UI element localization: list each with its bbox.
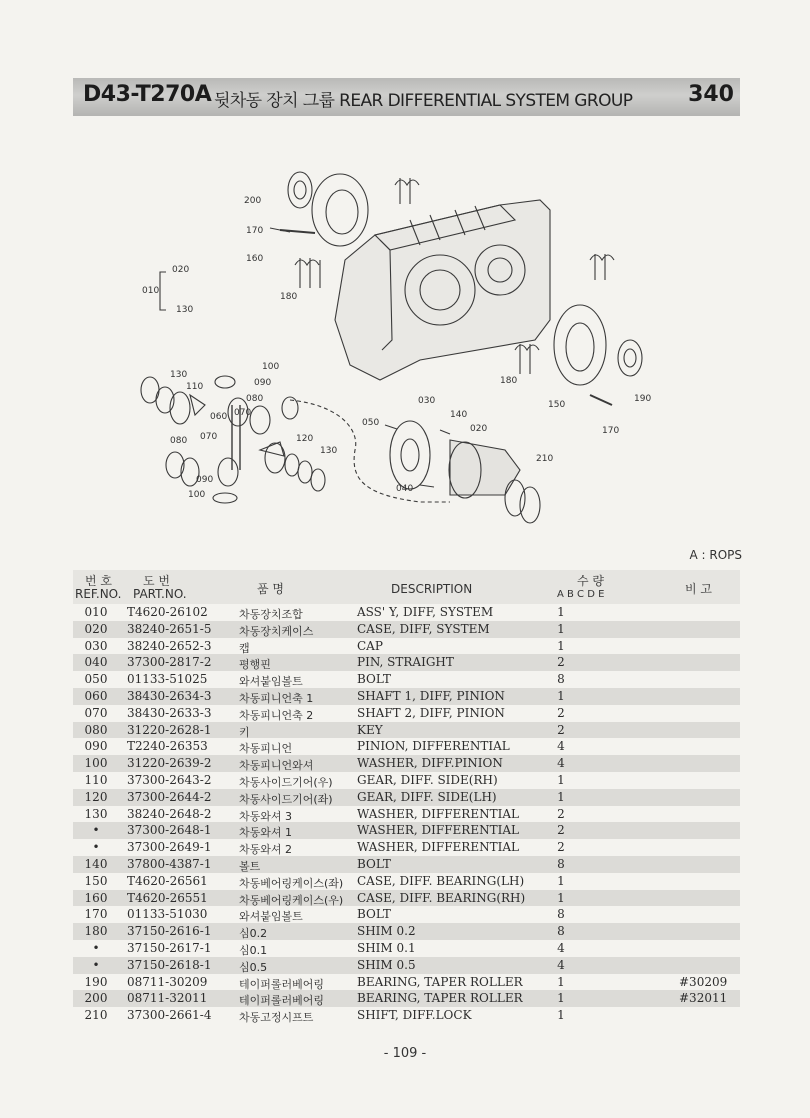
part-no: 37150-2616-1 (127, 924, 212, 939)
description: WASHER, DIFFERENTIAL (357, 840, 519, 855)
name-korean: 차동와셔 2 (239, 843, 292, 857)
exploded-parts-diagram (120, 150, 720, 540)
table-row (73, 688, 740, 705)
diagram-callout: 180 (500, 376, 518, 386)
header-remarks-ko: 비 고 (685, 582, 712, 596)
table-header (73, 570, 740, 604)
quantity: 1 (557, 605, 565, 619)
part-no: 08711-30209 (127, 974, 208, 989)
table-row (73, 906, 740, 923)
name-korean: 차동장치케이스 (239, 624, 314, 638)
name-korean: 테이퍼롤러베어링 (239, 977, 325, 991)
quantity: 8 (557, 907, 565, 922)
name-korean: 키 (239, 725, 250, 739)
diagram-callout: 110 (186, 382, 204, 392)
quantity: 1 (557, 890, 565, 905)
description: BOLT (357, 907, 391, 922)
table-row (73, 890, 740, 907)
part-no: 37150-2617-1 (127, 940, 212, 955)
ref-no: 190 (84, 974, 108, 989)
table-row (73, 923, 740, 940)
diagram-callout: 100 (188, 490, 206, 500)
name-korean: 차동피니언축 1 (239, 691, 314, 705)
diagram-callout: 010 (142, 286, 160, 296)
ref-no: 090 (84, 739, 108, 754)
name-korean: 차동베어링케이스(우) (239, 893, 344, 907)
description: BOLT (357, 856, 391, 871)
table-row (73, 957, 740, 974)
table-row (73, 772, 740, 789)
name-korean: 차동와셔 3 (239, 809, 292, 823)
table-row (73, 839, 740, 856)
part-no: 31220-2628-1 (127, 722, 212, 737)
header-ref-en: REF.NO. (75, 587, 122, 601)
name-korean: 심0.2 (239, 927, 268, 941)
quantity: 2 (557, 722, 565, 737)
name-korean: 와셔붙임볼트 (239, 910, 303, 924)
part-no: 37300-2643-2 (127, 772, 212, 787)
name-korean: 차동피니언축 2 (239, 708, 314, 722)
parts-table (73, 604, 740, 1024)
diagram-callout: 080 (170, 436, 188, 446)
part-no: 37300-2661-4 (127, 1008, 212, 1023)
diagram-callout: 160 (246, 254, 264, 264)
ref-no: • (92, 823, 100, 838)
quantity: 4 (557, 940, 565, 955)
ref-no: 120 (84, 789, 108, 804)
table-row (73, 974, 740, 991)
remarks: #32011 (679, 991, 728, 1006)
table-row (73, 1007, 740, 1024)
table-row (73, 604, 740, 621)
table-row (73, 789, 740, 806)
table-row (73, 940, 740, 957)
part-no: T4620-26551 (127, 890, 208, 905)
table-row (73, 654, 740, 671)
ref-no: 170 (84, 907, 108, 922)
diagram-callout: 090 (254, 378, 272, 388)
diagram-callout: 170 (246, 226, 264, 236)
diagram-callout: 050 (362, 418, 380, 428)
name-korean: 차동장치조합 (239, 608, 303, 621)
header-ref-ko: 번 호 (85, 574, 112, 588)
part-no: 01133-51025 (127, 672, 208, 687)
part-no: 37300-2648-1 (127, 823, 212, 838)
quantity: 1 (557, 621, 565, 636)
diagram-callout: 180 (280, 292, 298, 302)
part-no: 37150-2618-1 (127, 957, 212, 972)
name-korean: 차동베어링케이스(좌) (239, 876, 344, 890)
quantity: 1 (557, 638, 565, 653)
part-no: 38240-2651-5 (127, 621, 212, 636)
table-row (73, 822, 740, 839)
description: CASE, DIFF. BEARING(LH) (357, 873, 525, 888)
quantity: 1 (557, 688, 565, 703)
quantity: 2 (557, 806, 565, 821)
description: SHIM 0.1 (357, 940, 416, 955)
diagram-callout: 070 (234, 408, 252, 418)
part-no: T4620-26561 (127, 873, 208, 888)
diagram-callout: 130 (170, 370, 188, 380)
name-korean: 차동사이드기어(우) (239, 775, 333, 789)
diagram-callout: 020 (470, 424, 488, 434)
part-no: 01133-51030 (127, 907, 208, 922)
table-row (73, 638, 740, 655)
ref-no: 040 (84, 655, 108, 670)
name-korean: 차동와셔 1 (239, 826, 292, 840)
description: CASE, DIFF. BEARING(RH) (357, 890, 526, 905)
header-description: DESCRIPTION (391, 582, 473, 596)
part-no: 37300-2817-2 (127, 655, 212, 670)
description: PIN, STRAIGHT (357, 655, 454, 670)
page-header (73, 78, 740, 116)
ref-no: 010 (84, 605, 108, 619)
diagram-callout: 140 (450, 410, 468, 420)
header-part-en: PART.NO. (133, 587, 187, 601)
description: BOLT (357, 672, 391, 687)
table-row (73, 856, 740, 873)
diagram-callout: 100 (262, 362, 280, 372)
description: ASS' Y, DIFF, SYSTEM (357, 605, 494, 619)
quantity: 1 (557, 789, 565, 804)
quantity: 1 (557, 974, 565, 989)
name-korean: 차동사이드기어(좌) (239, 792, 333, 806)
description: SHIM 0.5 (357, 957, 416, 972)
name-korean: 차동피니언와셔 (239, 759, 314, 773)
name-korean: 심0.1 (239, 943, 268, 957)
description: BEARING, TAPER ROLLER (357, 991, 523, 1006)
header-name-ko: 품 명 (257, 582, 284, 596)
description: SHIM 0.2 (357, 924, 416, 939)
description: SHIFT, DIFF.LOCK (357, 1008, 472, 1023)
part-no: 37800-4387-1 (127, 856, 212, 871)
name-korean: 심0.5 (239, 960, 268, 974)
ref-no: 050 (84, 672, 108, 687)
part-no: T4620-26102 (127, 605, 208, 619)
table-row (73, 671, 740, 688)
description: KEY (357, 722, 383, 737)
table-row (73, 722, 740, 739)
quantity: 8 (557, 672, 565, 687)
page-footer: - 109 - (383, 1046, 427, 1061)
ref-no: 180 (84, 924, 108, 939)
diagram-callout: 080 (246, 394, 264, 404)
part-no: 38240-2648-2 (127, 806, 212, 821)
quantity: 8 (557, 924, 565, 939)
table-row (73, 738, 740, 755)
part-no: 37300-2649-1 (127, 840, 212, 855)
name-korean: 테이퍼롤러베어링 (239, 994, 325, 1008)
name-korean: 차동고정시프트 (239, 1011, 314, 1025)
diagram-callout: 120 (296, 434, 314, 444)
part-no: 37300-2644-2 (127, 789, 212, 804)
ref-no: • (92, 940, 100, 955)
group-code: D43-T270A (83, 82, 212, 107)
part-no: 08711-32011 (127, 991, 208, 1006)
diagram-callout: 170 (602, 426, 620, 436)
table-row (73, 755, 740, 772)
diagram-callout: 130 (176, 305, 194, 315)
description: SHAFT 2, DIFF, PINION (357, 705, 505, 720)
diagram-callout: 040 (396, 484, 414, 494)
description: PINION, DIFFERENTIAL (357, 739, 510, 754)
table-row (73, 621, 740, 638)
description: WASHER, DIFFERENTIAL (357, 806, 519, 821)
diagram-callout: 210 (536, 454, 554, 464)
quantity: 2 (557, 655, 565, 670)
diagram-callout: 150 (548, 400, 566, 410)
diagram-callout: 060 (210, 412, 228, 422)
ref-no: 210 (84, 1008, 108, 1023)
description: CAP (357, 638, 383, 653)
table-row (73, 873, 740, 890)
page-section-number: 340 (688, 82, 734, 107)
diagram-callout: 130 (320, 446, 338, 456)
description: GEAR, DIFF. SIDE(LH) (357, 789, 497, 804)
ref-no: 100 (84, 756, 108, 771)
ref-no: 160 (84, 890, 108, 905)
diagram-callout: 070 (200, 432, 218, 442)
quantity: 1 (557, 772, 565, 787)
description: BEARING, TAPER ROLLER (357, 974, 523, 989)
quantity: 4 (557, 739, 565, 754)
header-qty-columns: A B C D E (557, 589, 605, 600)
table-row (73, 990, 740, 1007)
ref-no: 060 (84, 688, 108, 703)
ref-no: 080 (84, 722, 108, 737)
ref-no: • (92, 840, 100, 855)
description: GEAR, DIFF. SIDE(RH) (357, 772, 498, 787)
ref-no: 150 (84, 873, 108, 888)
model-note: A : ROPS (689, 548, 742, 562)
ref-no: 030 (84, 638, 108, 653)
name-korean: 볼트 (239, 859, 261, 873)
quantity: 1 (557, 991, 565, 1006)
part-no: 38430-2634-3 (127, 688, 212, 703)
part-no: 38430-2633-3 (127, 705, 212, 720)
name-korean: 와셔붙임볼트 (239, 675, 303, 689)
name-korean: 평행핀 (239, 658, 271, 672)
description: CASE, DIFF, SYSTEM (357, 621, 490, 636)
ref-no: 200 (84, 991, 108, 1006)
quantity: 8 (557, 856, 565, 871)
ref-no: 070 (84, 705, 108, 720)
part-no: 31220-2639-2 (127, 756, 212, 771)
ref-no: 020 (84, 621, 108, 636)
quantity: 4 (557, 957, 565, 972)
header-part-ko: 도 번 (143, 574, 170, 588)
quantity: 1 (557, 1008, 565, 1023)
description: WASHER, DIFF.PINION (357, 756, 503, 771)
diagram-callout: 190 (634, 394, 652, 404)
quantity: 1 (557, 873, 565, 888)
part-no: T2240-26353 (127, 739, 208, 754)
quantity: 2 (557, 823, 565, 838)
ref-no: 140 (84, 856, 108, 871)
remarks: #30209 (679, 974, 728, 989)
quantity: 4 (557, 756, 565, 771)
diagram-callout: 030 (418, 396, 436, 406)
quantity: 2 (557, 705, 565, 720)
ref-no: 130 (84, 806, 108, 821)
diagram-callout: 200 (244, 196, 262, 206)
description: SHAFT 1, DIFF, PINION (357, 688, 505, 703)
ref-no: • (92, 957, 100, 972)
diagram-callout: 090 (196, 475, 214, 485)
ref-no: 110 (84, 772, 108, 787)
quantity: 2 (557, 840, 565, 855)
header-qty-ko: 수 량 (577, 574, 604, 588)
group-title: 뒷차동 장치 그룹 REAR DIFFERENTIAL SYSTEM GROUP (214, 91, 633, 111)
diagram-callout: 020 (172, 265, 190, 275)
table-row (73, 806, 740, 823)
name-korean: 캡 (239, 641, 250, 655)
table-row (73, 705, 740, 722)
description: WASHER, DIFFERENTIAL (357, 823, 519, 838)
name-korean: 차동피니언 (239, 742, 293, 756)
part-no: 38240-2652-3 (127, 638, 212, 653)
